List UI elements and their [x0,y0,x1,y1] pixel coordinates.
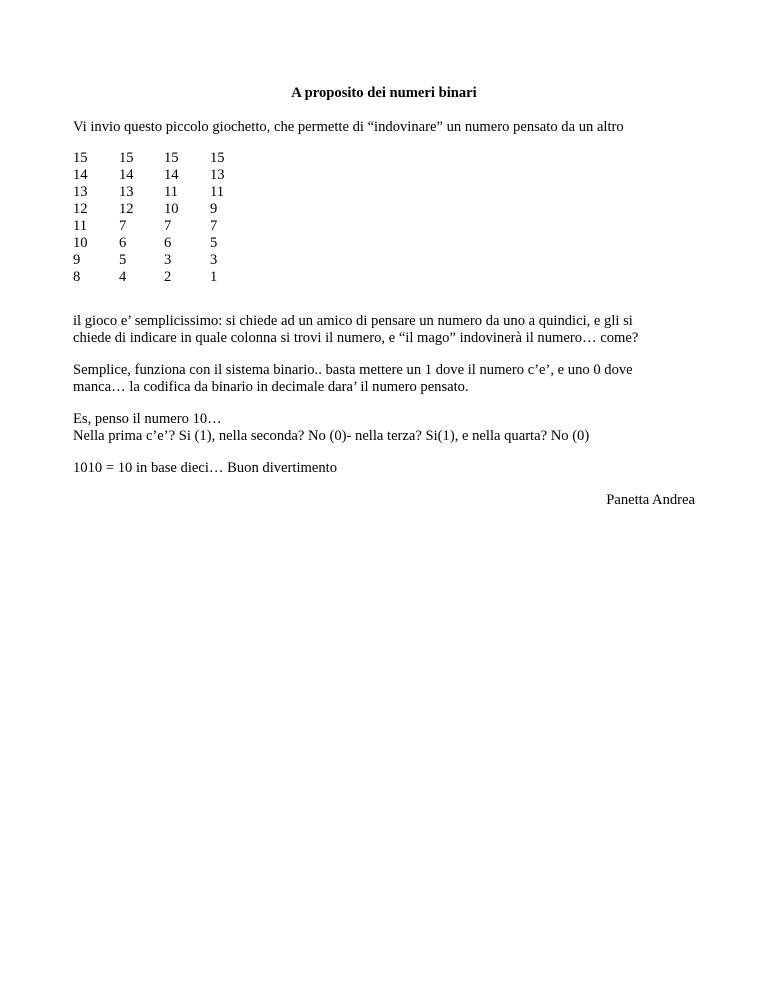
paragraph-line: 1010 = 10 in base dieci… Buon divertimento [73,460,337,476]
example-paragraph [73,411,695,445]
number-cell: 7 [210,218,218,234]
paragraph-line: chiede di indicare in quale colonna si trovi il numero, e “il mago” indovinerà il numero… come? [73,330,639,346]
number-cell: 3 [210,252,218,268]
document-page [73,0,695,994]
number-cell: 12 [119,201,134,217]
number-cell: 12 [73,201,88,217]
number-cell: 1 [210,269,218,285]
number-cell: 7 [119,218,127,234]
number-cell: 4 [119,269,127,285]
number-cell: 15 [210,150,225,166]
number-cell: 10 [164,201,179,217]
paragraph-line: il gioco e’ semplicissimo: si chiede ad un amico di pensare un numero da uno a quindici, e gli si [73,313,633,329]
number-cell: 5 [119,252,127,268]
number-cell: 9 [210,201,218,217]
paragraph-line: Nella prima c’e’? Si (1), nella seconda? No (0)- nella terza? Si(1), e nella quarta? No (0) [73,428,590,444]
paragraph-line: manca… la codifica da binario in decimale dara’ il numero pensato. [73,379,469,395]
number-cell: 15 [119,150,134,166]
number-cell: 13 [119,184,134,200]
number-column-3 [164,150,204,286]
number-cell: 6 [164,235,172,251]
number-cell: 10 [73,235,88,251]
number-cell: 13 [210,167,225,183]
number-cell: 14 [164,167,179,183]
number-cell: 3 [164,252,172,268]
number-cell: 14 [73,167,88,183]
result-paragraph [73,460,695,477]
number-column-4 [210,150,250,286]
number-cell: 8 [73,269,81,285]
number-cell: 5 [210,235,218,251]
document-title: A proposito dei numeri binari [291,85,477,101]
number-cell: 15 [164,150,179,166]
paragraph-line: Semplice, funziona con il sistema binario.. basta mettere un 1 dove il numero c’e’, e uno 0 dove [73,362,633,378]
number-cell: 11 [210,184,225,200]
number-cell: 2 [164,269,172,285]
intro-line: Vi invio questo piccolo giochetto, che permette di “indovinare” un numero pensato da un altro [73,119,624,135]
number-cell: 15 [73,150,88,166]
binary-explanation-paragraph [73,362,695,396]
number-cell: 14 [119,167,134,183]
number-cell: 11 [73,218,88,234]
paragraph-line: Es, penso il numero 10… [73,411,222,427]
number-column-1 [73,150,113,286]
number-cell: 9 [73,252,81,268]
number-cell: 13 [73,184,88,200]
author-signature: Panetta Andrea [606,492,695,508]
number-column-2 [119,150,159,286]
game-explanation-paragraph [73,313,695,347]
number-cell: 11 [164,184,179,200]
number-cell: 6 [119,235,127,251]
number-cell: 7 [164,218,172,234]
intro-paragraph [73,119,695,136]
